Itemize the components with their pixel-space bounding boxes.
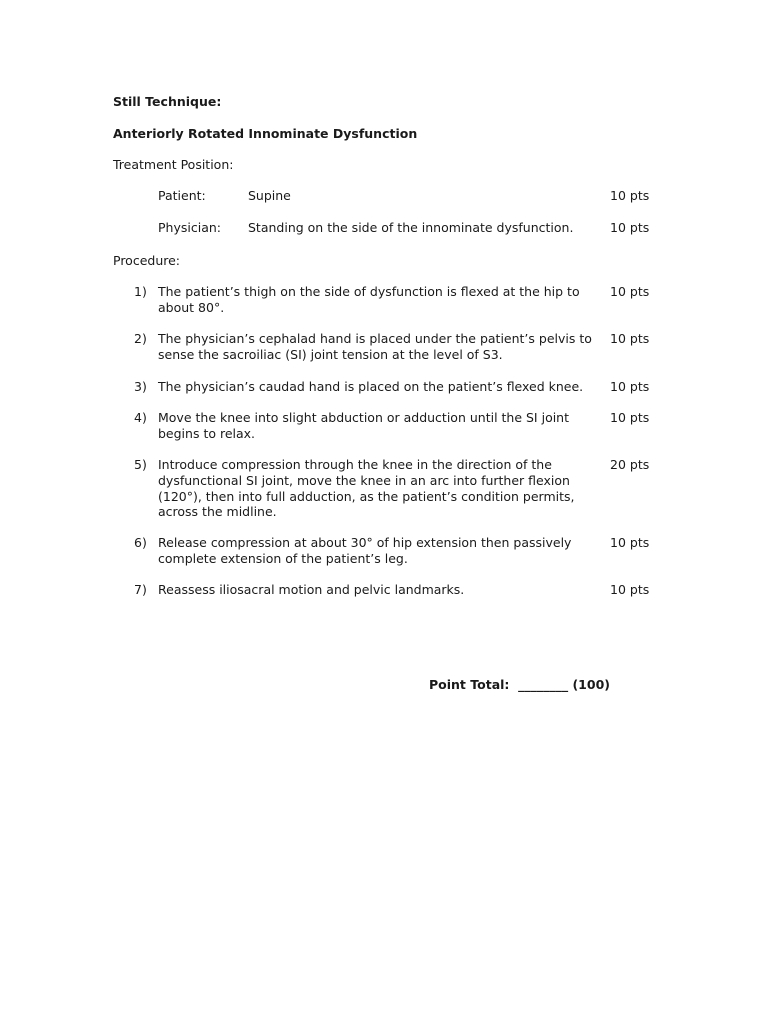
step-number: 7) <box>134 582 147 597</box>
procedure-label: Procedure: <box>113 253 181 268</box>
point-total: Point Total: ________ (100) <box>429 677 610 692</box>
step-number: 1) <box>134 284 147 299</box>
step-points: 10 pts <box>610 582 650 597</box>
step-points: 10 pts <box>610 535 650 550</box>
position-description: Supine <box>248 188 291 203</box>
step-text: Move the knee into slight abduction or adduction until the SI joint begins to relax. <box>158 410 570 441</box>
step-text: The physician’s cephalad hand is placed under the patient’s pelvis to sense the sacroiliac (SI) joint tension at the level of S3. <box>158 331 592 362</box>
step-points: 20 pts <box>610 457 650 472</box>
step-number: 5) <box>134 457 147 472</box>
step-number: 2) <box>134 331 147 346</box>
step-text: The physician’s caudad hand is placed on the patient’s flexed knee. <box>158 379 584 394</box>
document-title: Still Technique: <box>113 94 222 109</box>
step-text: The patient’s thigh on the side of dysfunction is flexed at the hip to about 80°. <box>158 284 580 315</box>
step-points: 10 pts <box>610 379 650 394</box>
document-subtitle: Anteriorly Rotated Innominate Dysfunction <box>113 126 418 141</box>
step-points: 10 pts <box>610 410 650 425</box>
position-role: Physician: <box>158 220 221 235</box>
step-number: 4) <box>134 410 147 425</box>
position-points: 10 pts <box>610 220 650 235</box>
treatment-position-label: Treatment Position: <box>113 157 234 172</box>
position-description: Standing on the side of the innominate dysfunction. <box>248 220 574 235</box>
step-points: 10 pts <box>610 331 650 346</box>
step-points: 10 pts <box>610 284 650 299</box>
position-role: Patient: <box>158 188 206 203</box>
step-number: 3) <box>134 379 147 394</box>
step-text: Introduce compression through the knee in the direction of the dysfunctional SI joint, move the knee in an arc into further flexion (120°), then into full adduction, as the patient’s condition permits, across the midline. <box>158 457 575 520</box>
step-text: Release compression at about 30° of hip extension then passively complete extension of the patient’s leg. <box>158 535 572 566</box>
step-text: Reassess iliosacral motion and pelvic landmarks. <box>158 582 465 597</box>
position-points: 10 pts <box>610 188 650 203</box>
step-number: 6) <box>134 535 147 550</box>
